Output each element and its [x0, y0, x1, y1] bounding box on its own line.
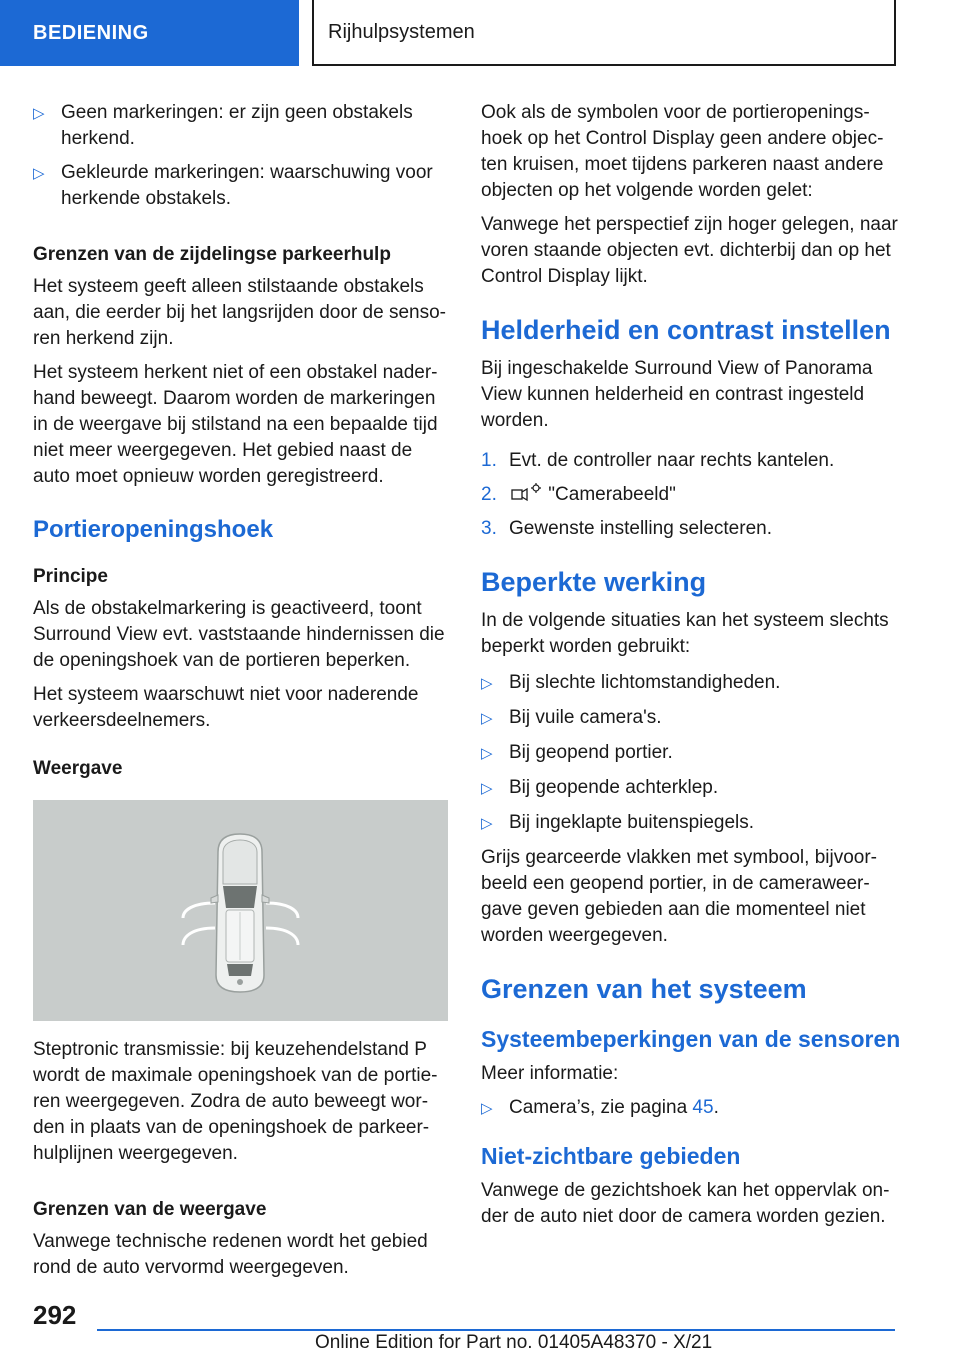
right-column — [481, 100, 901, 1238]
list-item-text: Bij geopend portier. — [509, 742, 673, 763]
subheading-weergave: Weergave — [33, 758, 123, 779]
paragraph: Bij ingeschakelde Surround View of Panorama View kunnen helderheid en contrast ingesteld worden. — [481, 358, 873, 431]
left-column — [33, 100, 451, 1289]
paragraph: Grijs gearceerde vlakken met symbool, bijvoor‐beeld een geopend portier, in de cameraweer‐gave geven gebieden aan die momenteel niet worden weergegeven. — [481, 847, 877, 946]
paragraph: Als de obstakelmarkering is geactiveerd, toont Surround View evt. vaststaande hindernissen die de openingshoek van de portieren beperken. — [33, 598, 445, 671]
step-number: 3. — [481, 518, 497, 539]
bullet-triangle-icon: ▷ — [481, 815, 493, 832]
list-item-text: Bij geopende achterklep. — [509, 777, 719, 798]
step-item — [481, 448, 901, 474]
heading-helderheid: Helderheid en contrast instellen — [481, 315, 891, 345]
section-tab — [0, 0, 299, 66]
paragraph: Vanwege technische redenen wordt het gebied rond de auto vervormd weergegeven. — [33, 1231, 428, 1278]
list-item — [481, 775, 901, 802]
paragraph: Het systeem herkent niet of een obstakel nader‐hand beweegt. Daarom worden de markeringen in de weergave bij stilstand na een bepaalde tijd niet meer weergegeven. Het gebied naast de auto moet opnieuw worden geregistreerd. — [33, 362, 438, 487]
list-item — [481, 1095, 901, 1122]
bullet-triangle-icon: ▷ — [481, 710, 493, 727]
footer-edition: Online Edition for Part no. 01405A48370 - X/21 — [315, 1332, 713, 1353]
subheading-grenzen-weergave: Grenzen van de weergave — [33, 1199, 267, 1220]
list-item — [33, 100, 451, 152]
subheading-zijdelingse: Grenzen van de zijdelingse parkeerhulp — [33, 244, 391, 265]
bullet-triangle-icon: ▷ — [481, 745, 493, 762]
beperkte-list — [481, 670, 901, 837]
heading-beperkte-werking: Beperkte werking — [481, 567, 707, 597]
paragraph: Meer informatie: — [481, 1063, 619, 1084]
paragraph: In de volgende situaties kan het systeem slechts beperkt worden gebruikt: — [481, 610, 889, 657]
step-item — [481, 482, 901, 508]
step-text: Gewenste instelling selecteren. — [509, 518, 772, 539]
list-item — [33, 160, 451, 212]
paragraph: Vanwege het perspectief zijn hoger gelegen, naar voren staande objecten evt. dichterbij dan op het Control Display lijkt. — [481, 214, 898, 287]
list-item-text: Camera’s, zie pagina — [509, 1097, 693, 1118]
page-number: 292 — [33, 1300, 77, 1330]
bullet-triangle-icon: ▷ — [481, 780, 493, 797]
heading-grenzen-systeem: Grenzen van het systeem — [481, 974, 807, 1004]
chapter-header — [312, 0, 896, 66]
bullet-triangle-icon: ▷ — [33, 105, 45, 122]
step-number: 2. — [481, 484, 497, 505]
heading-sensoren: Systeembeperkingen van de sensoren — [481, 1026, 901, 1052]
list-item-text: Gekleurde markeringen: waarschuwing voor herkende obstakels. — [61, 162, 433, 209]
list-item-text: Geen markeringen: er zijn geen obstakels herkend. — [61, 102, 413, 149]
paragraph: Ook als de symbolen voor de portieropenings‐hoek op het Control Display geen andere objec‐ten kruisen, moet tijdens parkeren naast andere objecten op het volgende worden gelet: — [481, 102, 884, 201]
list-item-suffix: . — [713, 1097, 719, 1118]
paragraph: Steptronic transmissie: bij keuzehendelstand P wordt de maximale openingshoek van de portie‐ren weergegeven. Zodra de auto beweegt wor‐den in plaats van de openingshoek de parkeer‐hulplijnen weergegeven. — [33, 1039, 438, 1164]
section-label: BEDIENING — [33, 21, 149, 44]
step-text: "Camerabeeld" — [548, 484, 676, 505]
paragraph: Vanwege de gezichtshoek kan het oppervlak on‐der de auto niet door de camera worden gezien. — [481, 1180, 890, 1227]
step-number: 1. — [481, 450, 497, 471]
list-item-text: Bij slechte lichtomstandigheden. — [509, 672, 781, 693]
list-item — [481, 670, 901, 697]
paragraph: Het systeem waarschuwt niet voor naderende verkeersdeelnemers. — [33, 684, 419, 731]
list-item — [481, 810, 901, 837]
list-item-text: Bij ingeklapte buitenspiegels. — [509, 812, 755, 833]
page-link[interactable]: 45 — [692, 1097, 714, 1118]
footer-divider — [97, 1329, 895, 1331]
paragraph: Het systeem geeft alleen stilstaande obstakels aan, die eerder bij het langsrijden door de senso‐ren herkend zijn. — [33, 276, 446, 349]
door-opening-illustration — [33, 800, 448, 1021]
car-top-view-image — [33, 800, 448, 1021]
heading-niet-zichtbaar: Niet-zichtbare gebieden — [481, 1143, 741, 1169]
bullet-triangle-icon: ▷ — [33, 165, 45, 182]
subheading-principe: Principe — [33, 566, 108, 587]
step-item — [481, 516, 901, 542]
bullet-triangle-icon: ▷ — [481, 675, 493, 692]
chapter-title: Rijhulpsystemen — [328, 20, 475, 43]
list-item-text: Bij vuile camera's. — [509, 707, 662, 728]
list-item — [481, 740, 901, 767]
steps-list — [481, 448, 901, 542]
list-item — [481, 705, 901, 732]
bullet-triangle-icon: ▷ — [481, 1100, 493, 1117]
camera-gear-icon — [509, 482, 543, 504]
heading-portieropeningshoek: Portieropeningshoek — [33, 516, 274, 543]
step-text: Evt. de controller naar rechts kantelen. — [509, 450, 835, 471]
